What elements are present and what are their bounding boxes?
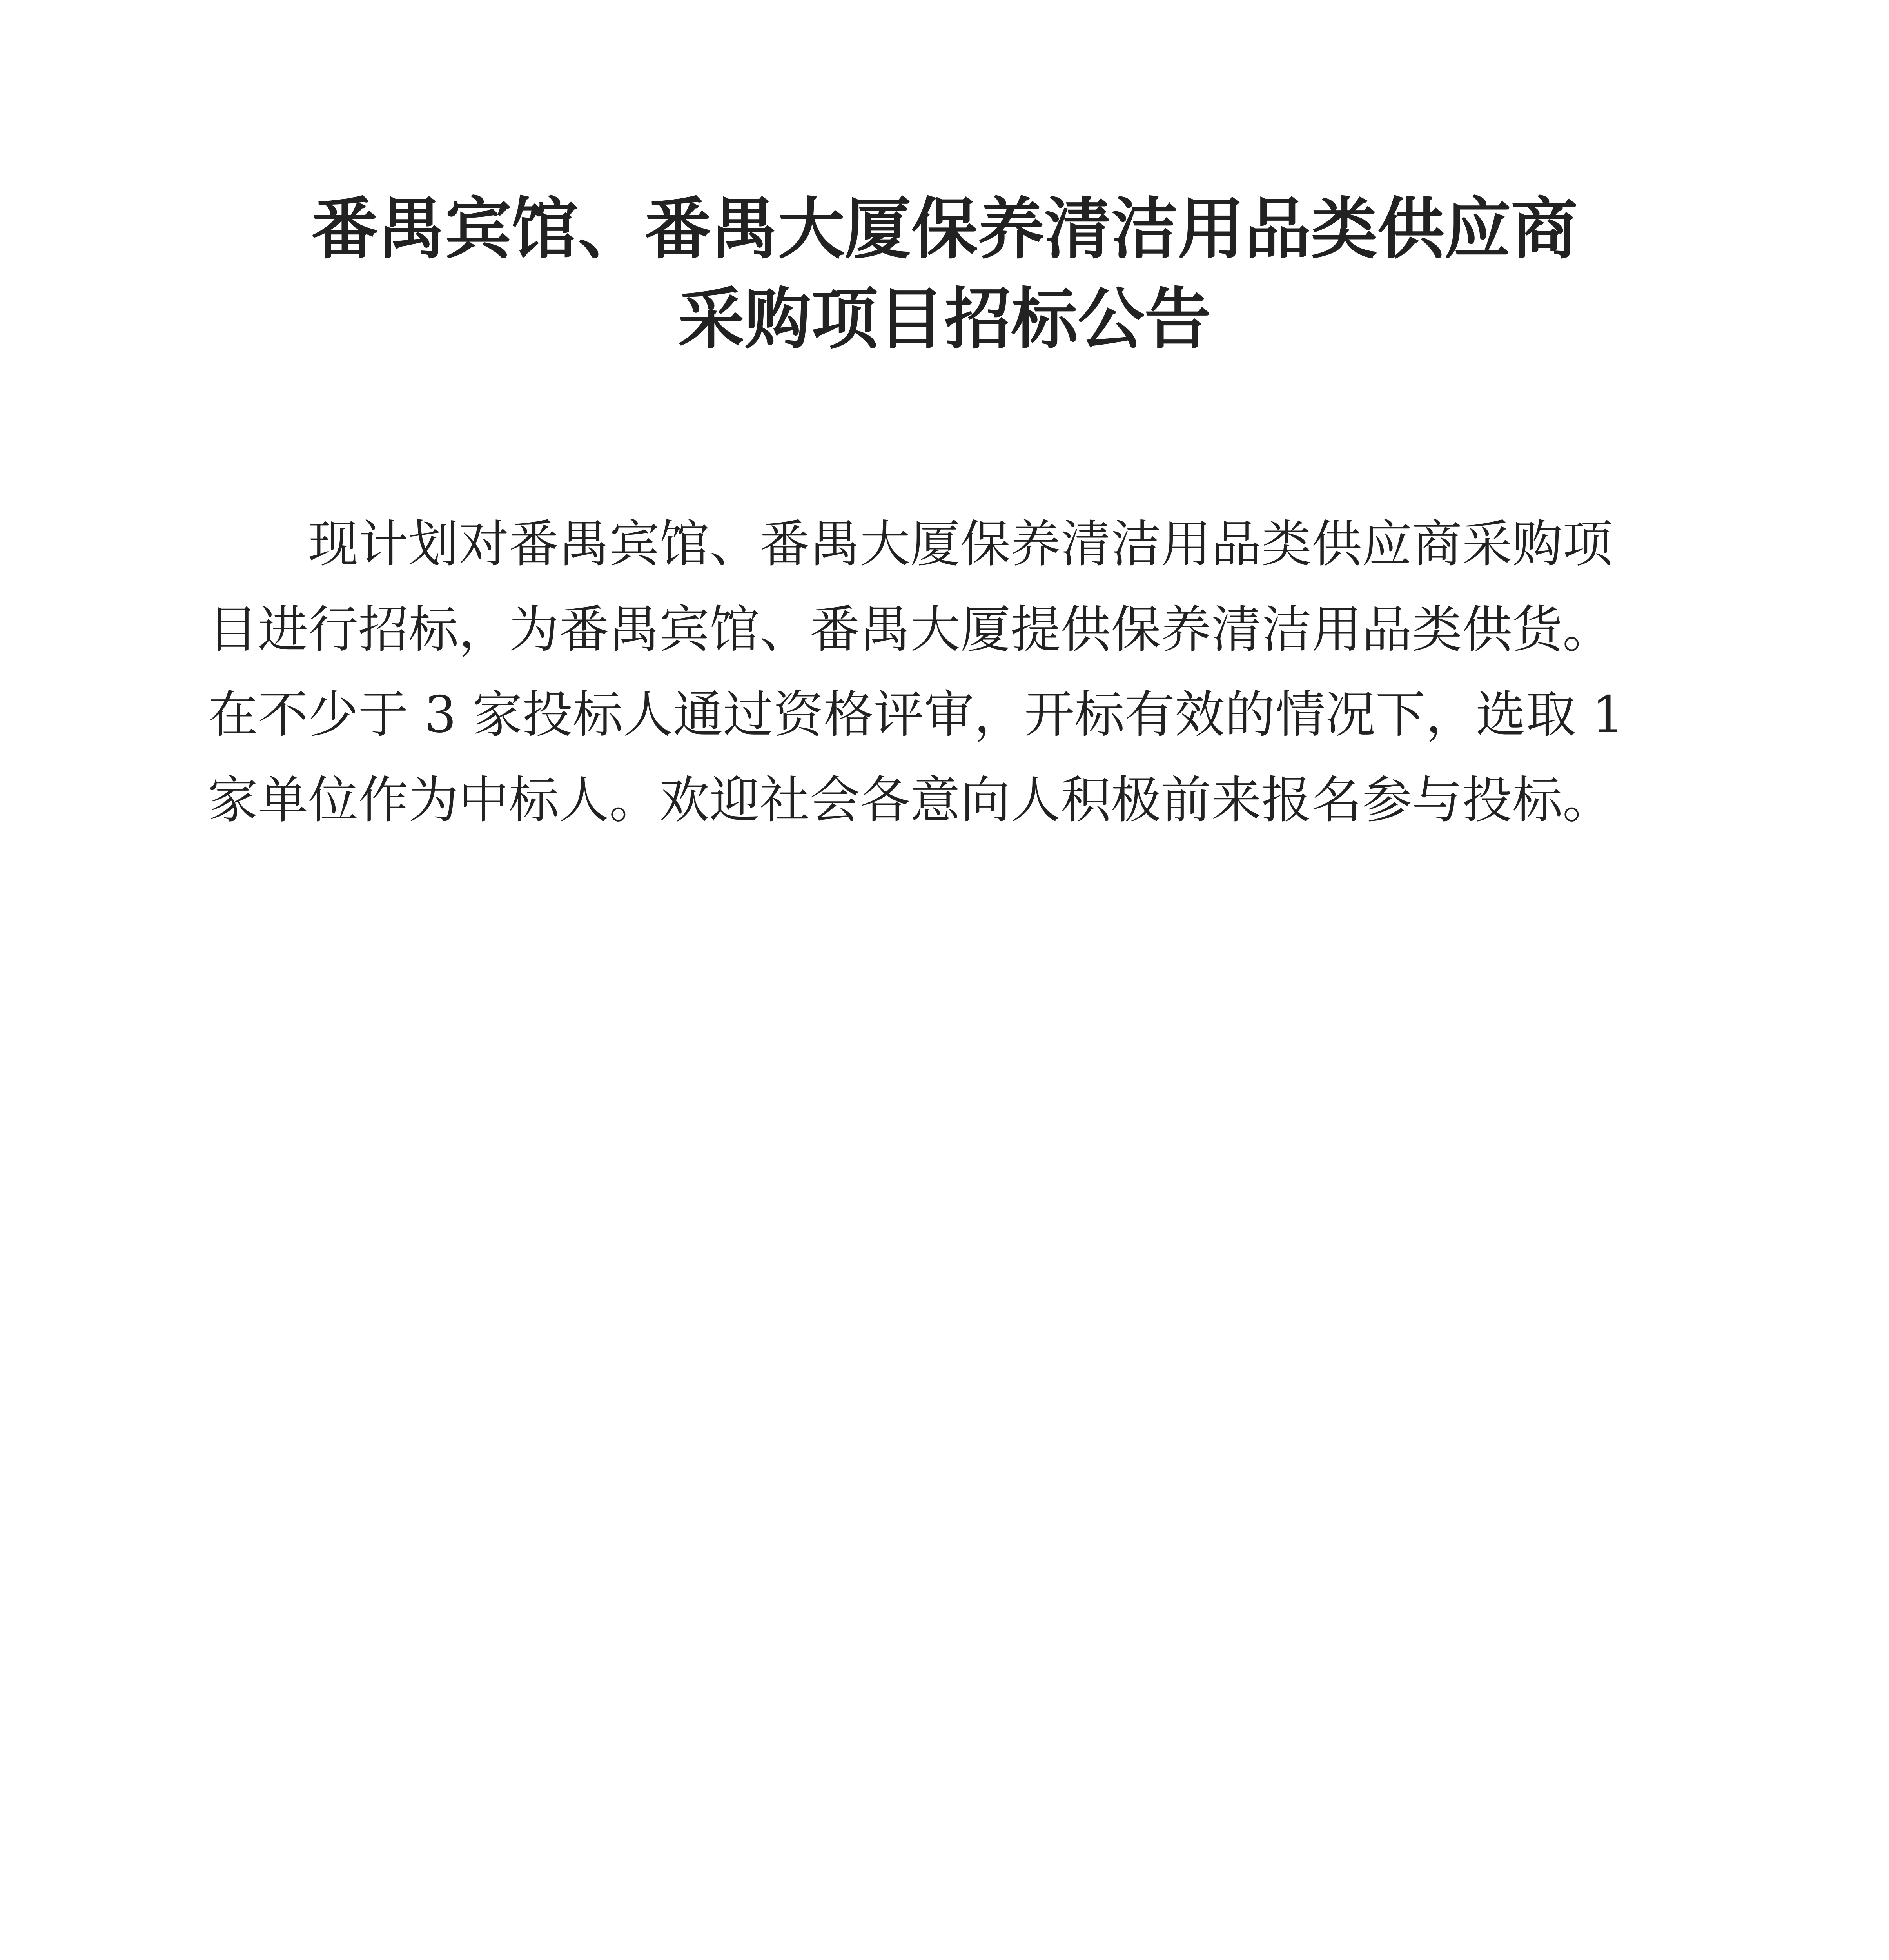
title-line-1: 番禺宾馆、番禺大厦保养清洁用品类供应商: [311, 190, 1578, 268]
intro-paragraph: 现计划对番禺宾馆、番禺大厦保养清洁用品类供应商采购项目进行招标，为番禺宾馆、番禺大厦提供保养清洁用品类供货。在不少于 3 家投标人通过资格评审，开标有效的情况下，选取 1 家单位作为中标人。欢迎社会各意向人积极前来报名参与投标。: [208, 515, 1624, 829]
title-line-2: 采购项目招标公告: [678, 279, 1211, 358]
document-body: [208, 502, 1658, 843]
document-title: [0, 184, 1889, 364]
